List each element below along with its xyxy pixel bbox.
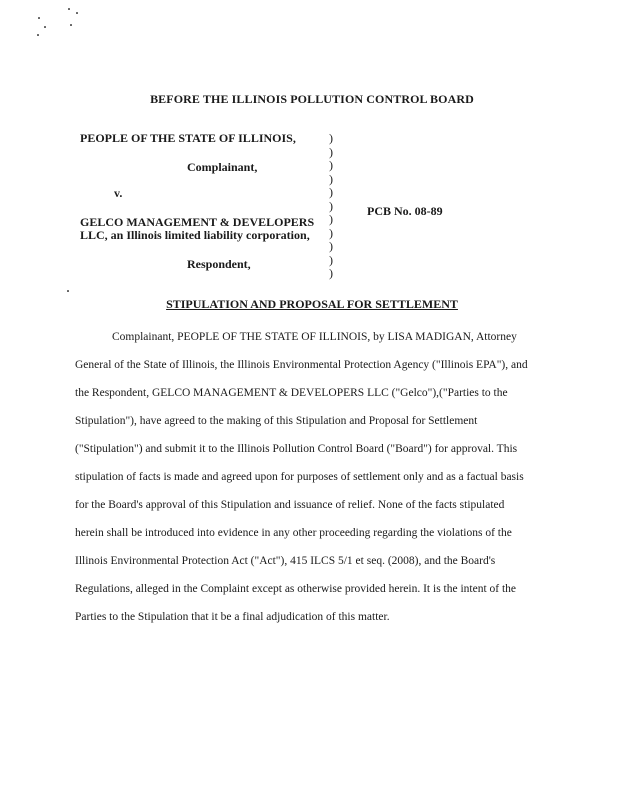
body-line: Parties to the Stipulation that it be a final adjudication of this matter.	[75, 611, 390, 623]
scan-speck	[76, 12, 78, 14]
complainant-role: Complainant,	[187, 160, 258, 174]
scan-speck	[68, 8, 70, 10]
caption-paren: )	[329, 252, 333, 267]
scan-speck	[44, 26, 46, 28]
versus-label: v.	[114, 186, 123, 200]
body-line: Stipulation"), have agreed to the making of this Stipulation and Proposal for Settlement	[75, 415, 478, 427]
body-line: Regulations, alleged in the Complaint except as otherwise provided herein. It is the intent of the	[75, 583, 517, 595]
respondent-role: Respondent,	[187, 257, 251, 271]
caption-paren: )	[329, 225, 333, 240]
scan-speck	[70, 24, 72, 26]
body-line: General of the State of Illinois, the Illinois Environmental Protection Agency ("Illinois EPA"), and	[75, 359, 528, 371]
body-line: stipulation of facts is made and agreed upon for purposes of settlement only and as a factual basis	[75, 471, 524, 483]
body-line: Complainant, PEOPLE OF THE STATE OF ILLINOIS, by LISA MADIGAN, Attorney	[112, 331, 517, 343]
respondent-party-line2: LLC, an Illinois limited liability corporation,	[80, 228, 310, 242]
body-line: for the Board's approval of this Stipulation and issuance of relief. None of the facts stipulated	[75, 499, 505, 511]
body-line: Illinois Environmental Protection Act ("Act"), 415 ILCS 5/1 et seq. (2008), and the Board's	[75, 555, 496, 567]
caption-paren: )	[329, 239, 333, 253]
scan-speck	[38, 17, 40, 19]
body-line: ("Stipulation") and submit it to the Illinois Pollution Control Board ("Board") for approval. This	[75, 443, 518, 455]
body-line: herein shall be introduced into evidence in any other proceeding regarding the violations of the	[75, 527, 512, 539]
caption-paren: )	[329, 158, 333, 172]
document-heading: STIPULATION AND PROPOSAL FOR SETTLEMENT	[166, 297, 458, 311]
case-number: PCB No. 08-89	[367, 204, 443, 218]
complainant-party: PEOPLE OF THE STATE OF ILLINOIS,	[80, 131, 296, 145]
caption-parentheses	[329, 132, 333, 281]
caption-paren: )	[329, 198, 333, 213]
respondent-party-line1: GELCO MANAGEMENT & DEVELOPERS	[80, 215, 315, 229]
board-title: BEFORE THE ILLINOIS POLLUTION CONTROL BOARD	[150, 92, 474, 106]
caption-paren: )	[329, 144, 333, 159]
caption-paren: )	[329, 171, 333, 186]
caption-paren: )	[329, 185, 333, 199]
caption-paren: )	[329, 131, 333, 145]
body-line: the Respondent, GELCO MANAGEMENT & DEVELOPERS LLC ("Gelco"),("Parties to the	[75, 387, 508, 399]
scan-speck	[37, 34, 39, 36]
caption-paren: )	[329, 212, 333, 226]
caption-paren: )	[329, 266, 333, 280]
scan-speck	[67, 290, 69, 292]
